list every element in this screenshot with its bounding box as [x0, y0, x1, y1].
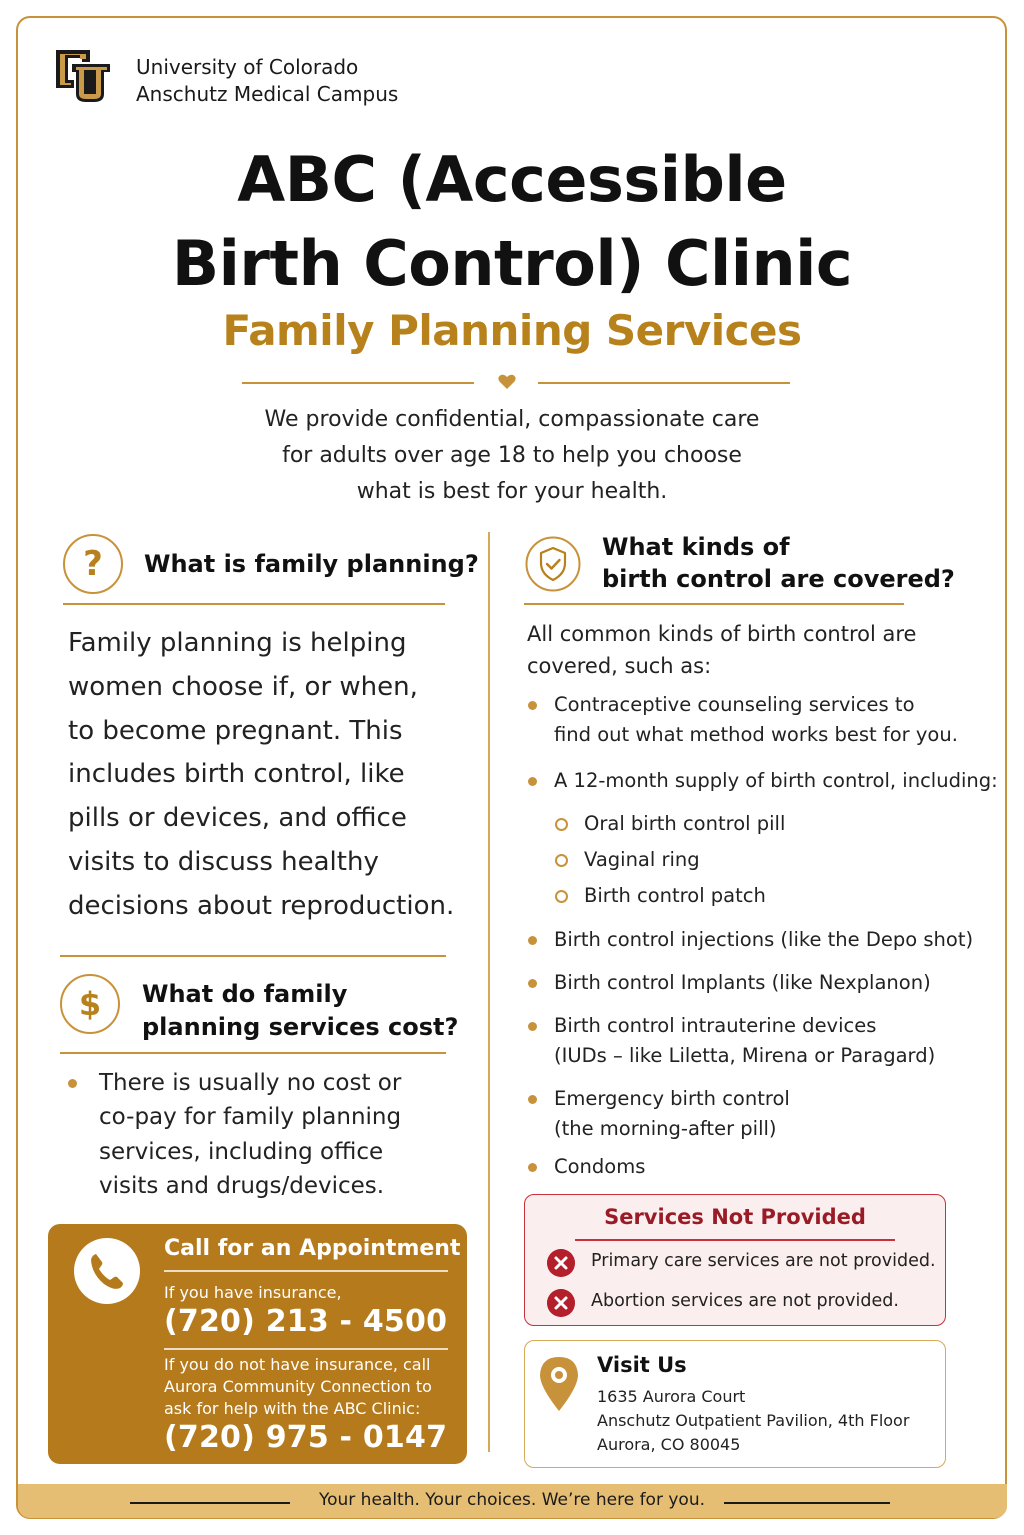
covered-intro-line2: covered, such as: [527, 654, 712, 678]
counseling-item [554, 690, 958, 750]
family-planning-heading: What is family planning? [144, 550, 479, 578]
appointment-title: Call for an Appointment [164, 1236, 461, 1261]
uninsured-line1: If you do not have insurance, call [164, 1355, 431, 1374]
bullet-dot [528, 701, 537, 710]
intro-line1: We provide confidential, compassionate care [264, 407, 760, 432]
fp-line: women choose if, or when, [68, 671, 418, 702]
uninsured-line3: ask for help with the ABC Clinic: [164, 1399, 421, 1418]
fp-line: Family planning is helping [68, 628, 407, 658]
emergency-line1: Emergency birth control [554, 1087, 790, 1110]
bullet-dot [528, 777, 537, 786]
phone-icon-circle [74, 1238, 140, 1304]
appointment-separator [164, 1270, 448, 1272]
uninsured-text [164, 1354, 432, 1420]
shield-check-icon [525, 536, 581, 592]
address-line1: 1635 Aurora Court [597, 1387, 746, 1406]
appointment-separator [164, 1348, 448, 1350]
fp-line: decisions about reproduction. [68, 890, 455, 921]
not-provided-item: Primary care services are not provided. [591, 1251, 936, 1271]
family-planning-rule [63, 603, 445, 605]
covered-intro-line1: All common kinds of birth control are [527, 622, 917, 646]
x-circle-icon [547, 1249, 575, 1277]
intro-line3: what is best for your health. [356, 479, 668, 504]
insured-phone-link[interactable]: (720) 213 - 4500 [164, 1304, 448, 1339]
intro-text [0, 402, 1024, 510]
covered-heading-line2: birth control are covered? [602, 565, 955, 593]
visit-title: Visit Us [597, 1353, 687, 1377]
address-line2: Anschutz Outpatient Pavilion, 4th Floor [597, 1411, 910, 1430]
x-circle-icon [547, 1289, 575, 1317]
iud-line2: (IUDs – like Liletta, Mirena or Paragard) [554, 1044, 936, 1067]
family-planning-text [68, 622, 468, 929]
bullet-dot [528, 1095, 537, 1104]
title-line1: ABC (Accessible [237, 143, 787, 216]
heart-icon [497, 372, 517, 392]
fp-line: visits to discuss healthy [68, 846, 379, 877]
sub-item-patch: Birth control patch [584, 884, 766, 907]
page-subtitle: Family Planning Services [222, 306, 802, 355]
appointment-box [48, 1224, 467, 1464]
cost-heading-line1: What do family [142, 980, 348, 1008]
cost-rule [60, 1052, 446, 1054]
iud-line1: Birth control intrauterine devices [554, 1014, 877, 1037]
sub-bullet-ring [555, 854, 568, 867]
cost-text [99, 1066, 439, 1203]
question-icon: ? [63, 534, 123, 594]
injections-item: Birth control injections (like the Depo shot) [554, 928, 974, 951]
sub-bullet-ring [555, 890, 568, 903]
emergency-line2: (the morning-after pill) [554, 1117, 777, 1140]
condoms-item: Condoms [554, 1155, 646, 1178]
cost-heading-line2: planning services cost? [142, 1013, 459, 1041]
bullet-dot [528, 1163, 537, 1172]
covered-heading [602, 531, 955, 595]
sub-item-ring: Vaginal ring [584, 848, 700, 871]
cost-heading [142, 978, 458, 1044]
counseling-line2: find out what method works best for you. [554, 723, 958, 746]
cost-line: There is usually no cost or [99, 1070, 402, 1096]
bullet-dot [528, 936, 537, 945]
not-provided-rule [575, 1239, 895, 1241]
title-divider-left [242, 382, 474, 384]
not-provided-box [524, 1194, 946, 1326]
cost-line: services, including office [99, 1138, 384, 1165]
implants-item: Birth control Implants (like Nexplanon) [554, 971, 931, 994]
page-title [0, 138, 1024, 306]
location-pin-icon [537, 1355, 581, 1413]
title-line2: Birth Control) Clinic [171, 227, 853, 300]
covered-rule [524, 603, 904, 605]
cost-line: co-pay for family planning [99, 1104, 402, 1131]
sub-bullet-ring [555, 818, 568, 831]
counseling-line1: Contraceptive counseling services to [554, 693, 915, 716]
covered-intro [527, 618, 947, 682]
emergency-item [554, 1084, 790, 1144]
university-name [136, 54, 398, 108]
footer-line-right [724, 1502, 890, 1504]
covered-heading-line1: What kinds of [602, 533, 790, 561]
uninsured-line2: Aurora Community Connection to [164, 1377, 432, 1396]
iud-item [554, 1011, 935, 1071]
not-provided-title: Services Not Provided [604, 1205, 866, 1229]
phone-icon [74, 1238, 140, 1304]
university-line1: University of Colorado [136, 55, 359, 79]
cost-line: visits and drugs/devices. [99, 1172, 385, 1199]
visit-box [524, 1340, 946, 1468]
column-divider [488, 532, 490, 1452]
university-line2: Anschutz Medical Campus [136, 82, 399, 106]
uninsured-phone-link[interactable]: (720) 975 - 0147 [164, 1420, 448, 1455]
not-provided-item: Abortion services are not provided. [591, 1291, 899, 1311]
section-rule [60, 955, 446, 957]
bullet-dot [68, 1079, 77, 1088]
title-divider-right [538, 382, 790, 384]
address-line3: Aurora, CO 80045 [597, 1435, 741, 1454]
fp-line: pills or devices, and office [68, 803, 407, 834]
bullet-dot [528, 979, 537, 988]
bullet-dot [528, 1022, 537, 1031]
footer-tagline: Your health. Your choices. We’re here for you. [318, 1490, 705, 1510]
dollar-icon: $ [60, 974, 120, 1034]
intro-line2: for adults over age 18 to help you choose [282, 443, 742, 468]
insured-label: If you have insurance, [164, 1283, 342, 1302]
fp-line: to become pregnant. This [68, 715, 403, 746]
supply-item: A 12-month supply of birth control, including: [554, 769, 998, 792]
sub-item-pill: Oral birth control pill [584, 812, 786, 835]
cu-logo-icon [52, 44, 114, 106]
fp-line: includes birth control, like [68, 759, 405, 790]
